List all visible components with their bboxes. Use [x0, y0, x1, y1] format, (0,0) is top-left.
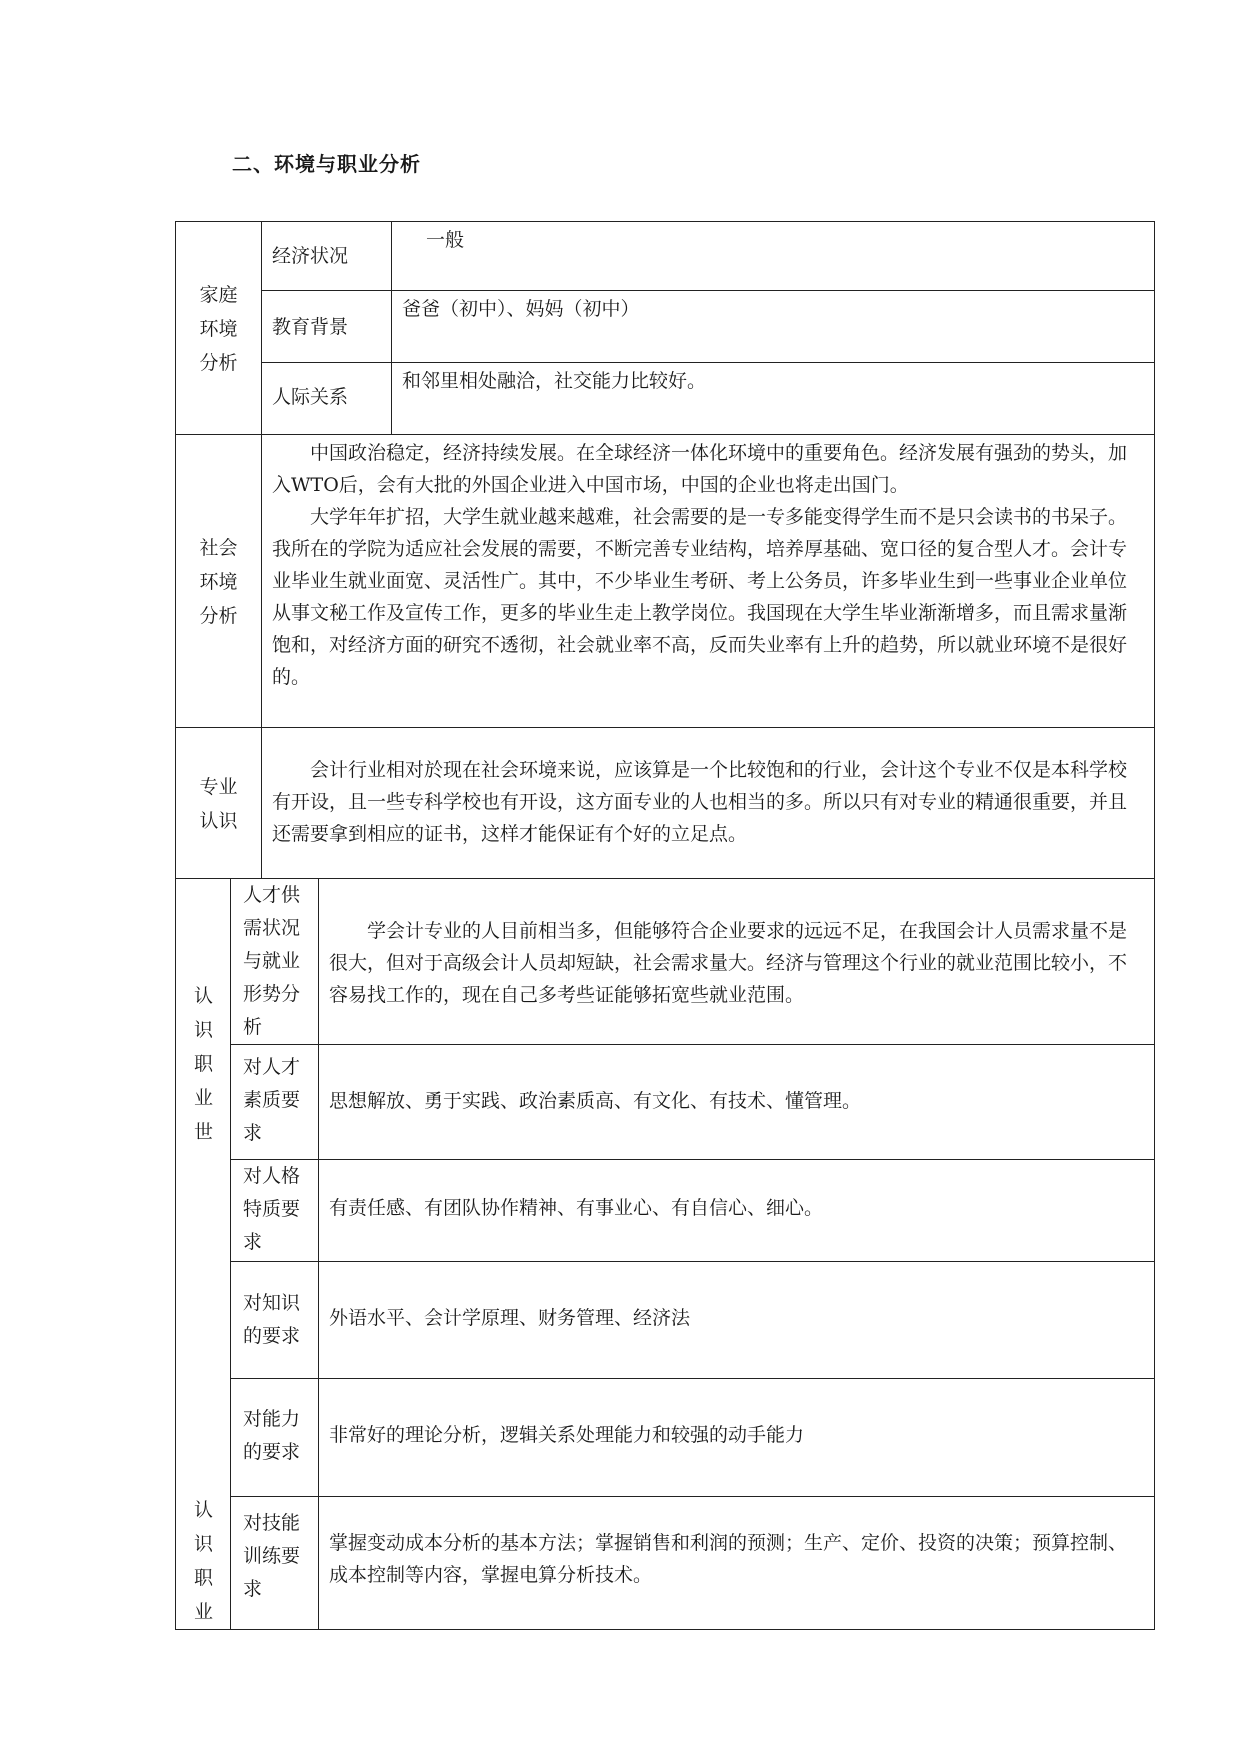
career-row-label-quality: 对人才素质要求: [230, 1044, 318, 1159]
career-row-value-personality: 有责任感、有团队协作精神、有事业心、有自信心、细心。: [318, 1159, 1155, 1261]
career-row-label-supply: 人才供需状况与就业形势分析: [230, 878, 318, 1044]
major-content: [261, 727, 1155, 878]
section-title: 二、环境与职业分析: [232, 152, 421, 176]
major-label: 专业 认识: [175, 727, 261, 878]
career-label-column: [175, 878, 230, 1630]
career-row-value-quality: 思想解放、勇于实践、政治素质高、有文化、有技术、懂管理。: [318, 1044, 1155, 1159]
career-row-label-skill: 对技能训练要求: [230, 1496, 318, 1630]
career-row-value-knowledge: 外语水平、会计学原理、财务管理、经济法: [318, 1261, 1155, 1378]
family-label: 家庭 环境 分析: [175, 221, 261, 434]
family-row-value-relations: 和邻里相处融洽，社交能力比较好。: [391, 362, 1155, 434]
career-label-top: 认 识 职 业 世: [193, 985, 213, 1143]
career-row-value-supply: 学会计专业的人目前相当多，但能够符合企业要求的远远不足，在我国会计人员需求量不是很大，但对于高级会计人员却短缺，社会需求量大。经济与管理这个行业的就业范围比较小，不容易找工作的，现在自己多考些证能够拓宽些就业范围。: [318, 878, 1155, 1044]
family-row-value-education: 爸爸（初中）、妈妈（初中）: [391, 290, 1155, 362]
major-paragraph: 会计行业相对於现在社会环境来说，应该算是一个比较饱和的行业，会计这个专业不仅是本科学校有开设，且一些专科学校也有开设，这方面专业的人也相当的多。所以只有对专业的精通很重要，并且还需要拿到相应的证书，这样才能保证有个好的立足点。: [272, 759, 1128, 845]
social-label: 社会 环境 分析: [175, 434, 261, 727]
social-content: [261, 434, 1155, 727]
family-row-value-economy: 一般: [391, 221, 1155, 290]
career-row-value-skill: 掌握变动成本分析的基本方法；掌握销售和利润的预测；生产、定价、投资的决策；预算控制、成本控制等内容，掌握电算分析技术。: [318, 1496, 1155, 1630]
family-row-label-economy: 经济状况: [261, 221, 391, 290]
family-row-label-education: 教育背景: [261, 290, 391, 362]
career-row-label-ability: 对能力的要求: [230, 1378, 318, 1496]
career-row-value-ability: 非常好的理论分析，逻辑关系处理能力和较强的动手能力: [318, 1378, 1155, 1496]
family-row-label-relations: 人际关系: [261, 362, 391, 434]
career-row-label-personality: 对人格特质要求: [230, 1159, 318, 1261]
career-row-label-knowledge: 对知识的要求: [230, 1261, 318, 1378]
career-label-bottom: 认 识 职 业: [193, 1499, 213, 1623]
social-paragraph-2: 大学年年扩招，大学生就业越来越难，社会需要的是一专多能变得学生而不是只会读书的书呆子。我所在的学院为适应社会发展的需要，不断完善专业结构，培养厚基础、宽口径的复合型人才。会计专业毕业生就业面宽、灵活性广。其中，不少毕业生考研、考上公务员，许多毕业生到一些事业企业单位从事文秘工作及宣传工作，更多的毕业生走上教学岗位。我国现在大学生毕业渐渐增多，而且需求量渐饱和，对经济方面的研究不透彻，社会就业率不高，反而失业率有上升的趋势，所以就业环境不是很好的。: [272, 506, 1128, 688]
social-paragraph-1: 中国政治稳定，经济持续发展。在全球经济一体化环境中的重要角色。经济发展有强劲的势头，加入WTO后，会有大批的外国企业进入中国市场，中国的企业也将走出国门。: [272, 442, 1128, 496]
